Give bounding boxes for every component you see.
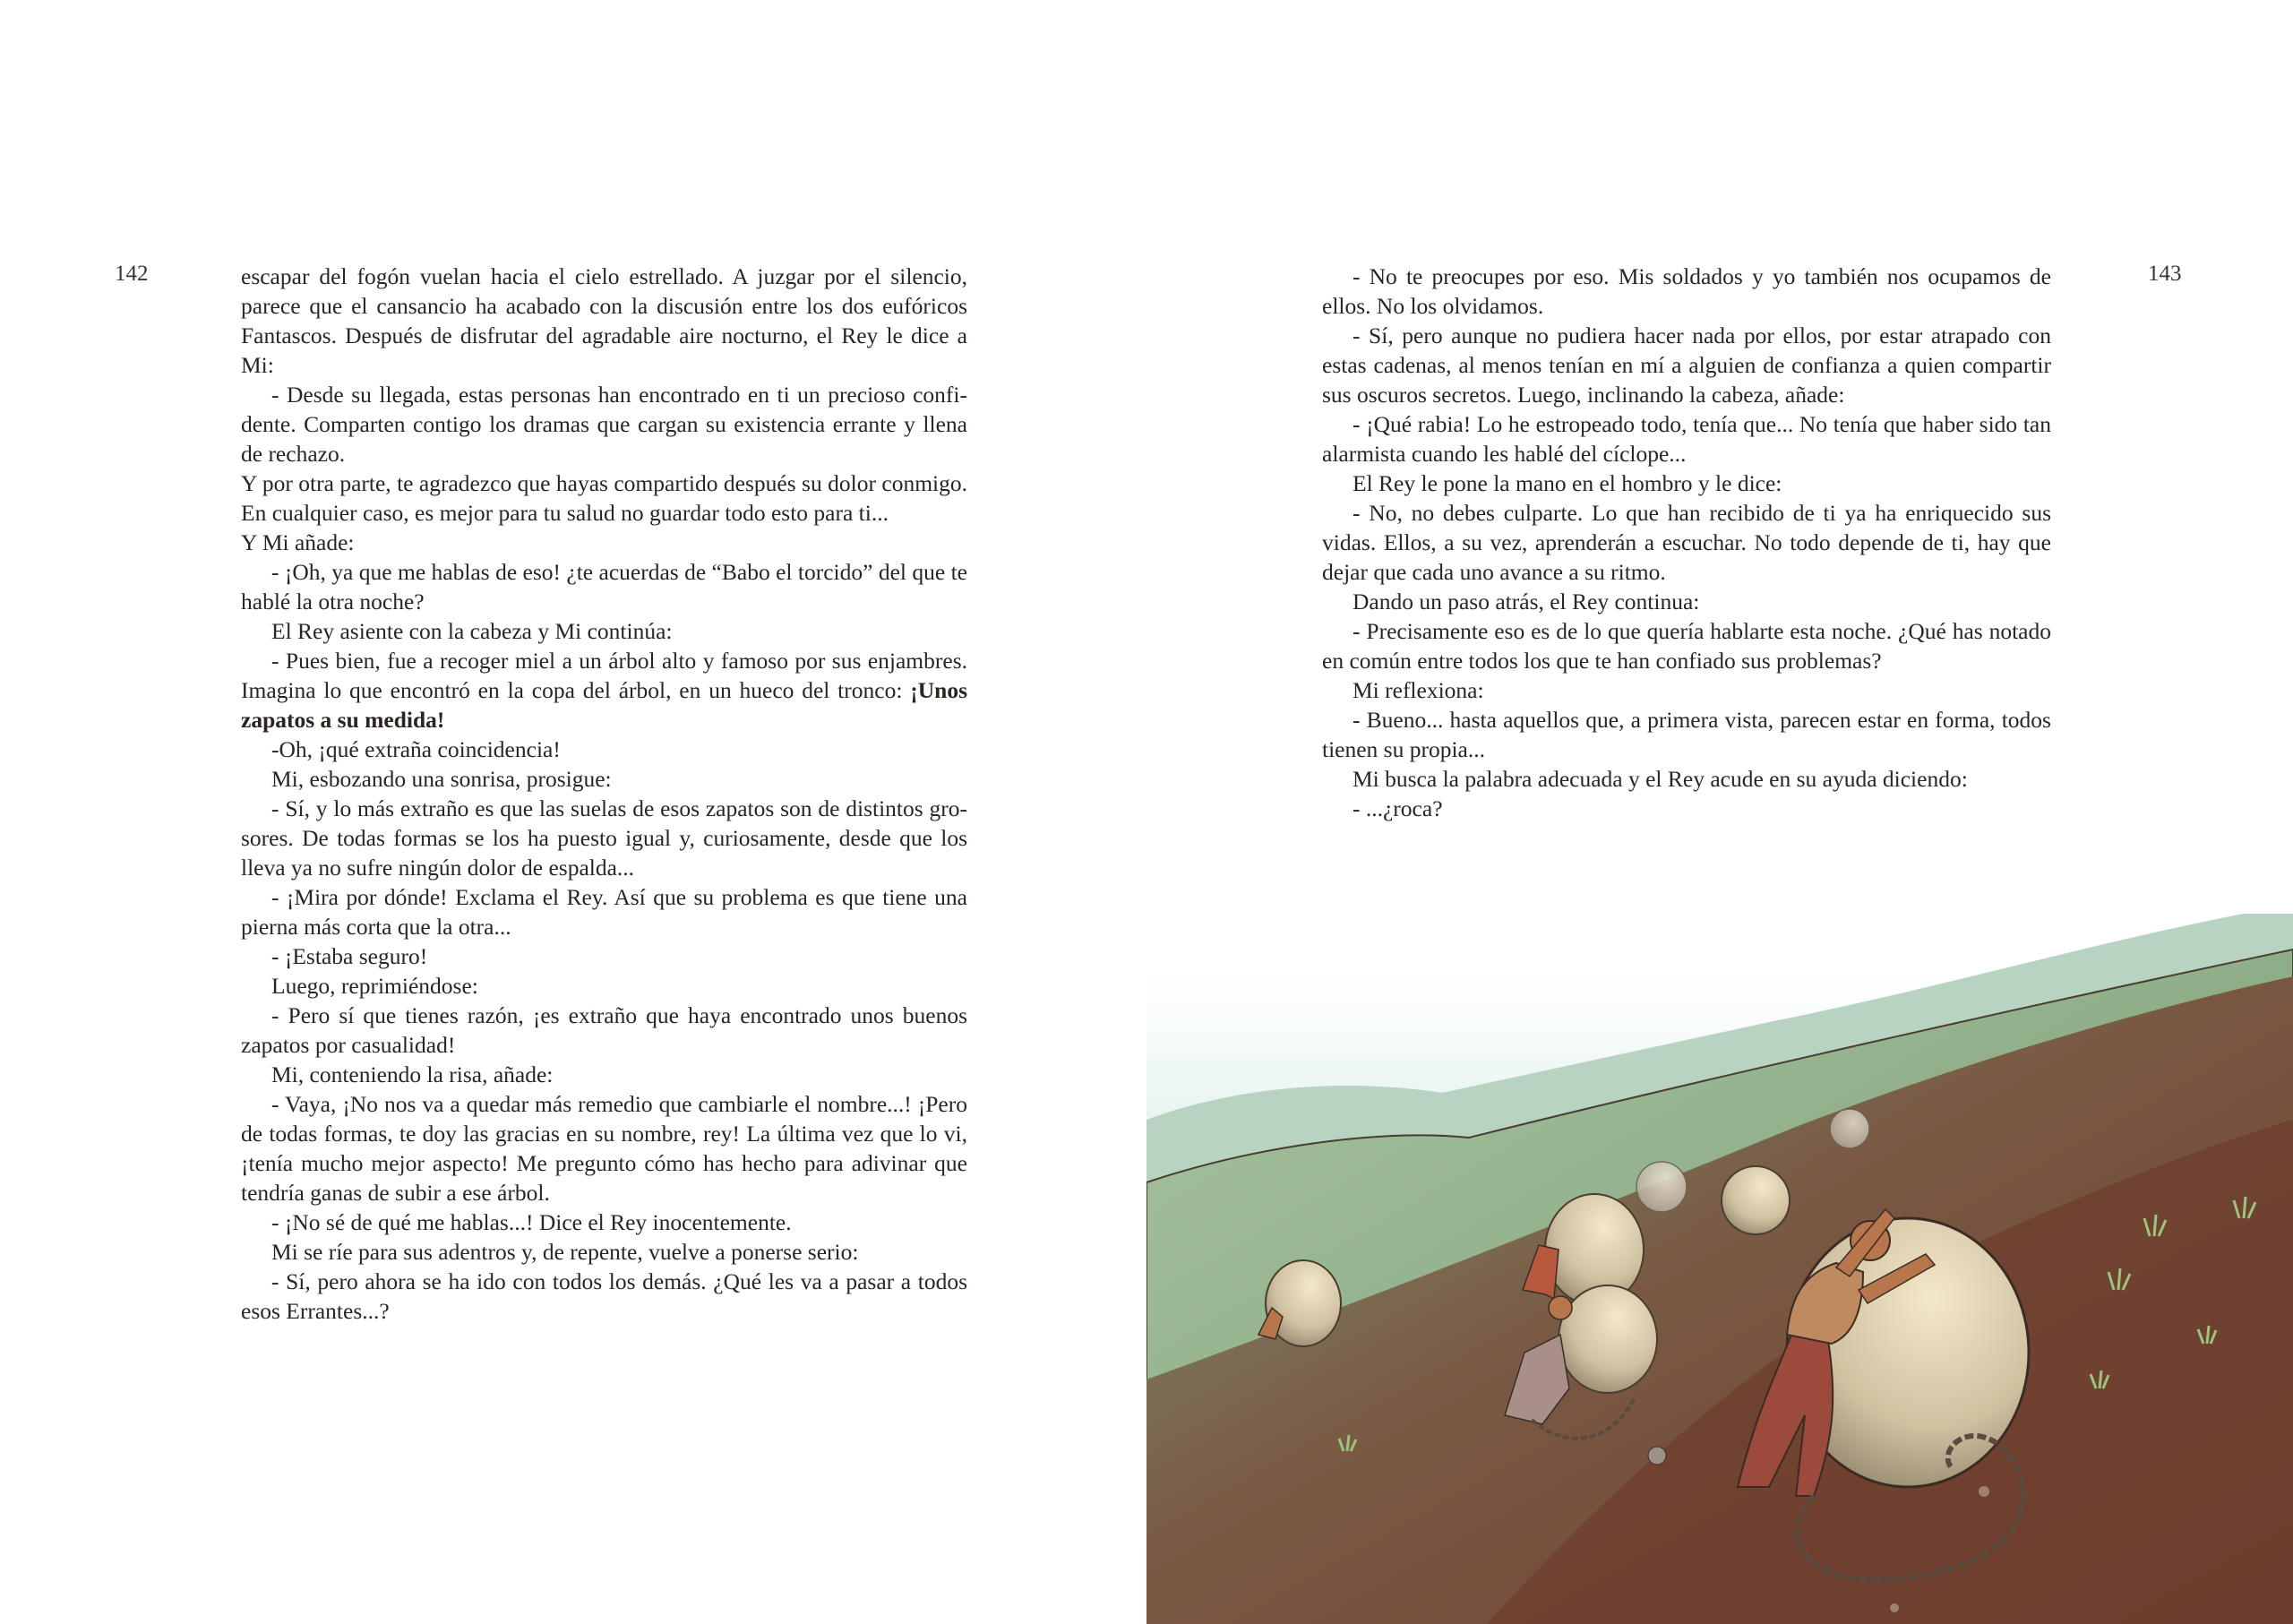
paragraph: Mi, esbozando una sonrisa, prosigue: [271, 766, 612, 792]
paragraph: - Sí, pero aunque no pudiera hacer nada por ellos, por estar atrapado con estas cadenas, al menos tenían en mí a alguien de confianza a quien compartir sus oscuros secretos. Luego, inclinando la cabeza, añade: [1322, 322, 2051, 408]
paragraph: - Vaya, ¡No nos va a quedar más remedio que cambiarle el nombre...! ¡Pero de todas formas, te doy las gracias en su nombre, rey! La última vez que lo vi, ¡tenía mucho mejor aspecto! Me pregunto cómo has hecho para adivinar que tendría ganas de subir a ese árbol. [241, 1091, 967, 1206]
paragraph: Mi, conteniendo la risa, añade: [271, 1061, 554, 1087]
right-page-text [1322, 262, 2051, 823]
right-page [1146, 0, 2293, 1624]
paragraph: - ¡Qué rabia! Lo he estropeado todo, tenía que... No tenía que haber sido tan alarmista cuando les hablé del cíclope... [1322, 411, 2051, 467]
paragraph [241, 646, 967, 735]
paragraph: - ...¿roca? [1353, 795, 1443, 821]
paragraph: Mi se ríe para sus adentros y, de repente, vuelve a ponerse serio: [271, 1239, 859, 1265]
paragraph: - ¡Mira por dónde! Exclama el Rey. Así que su problema es que tiene una pierna más corta que la otra... [241, 884, 967, 940]
boulder-illustration [1146, 914, 2293, 1624]
paragraph: escapar del fogón vuelan hacia el cielo estrellado. A juzgar por el silencio, parece que el cansancio ha acabado con la discusión entre los dos eufóricos Fantascos. Después de disfrutar del agradable aire nocturno, el Rey le dice a Mi: [241, 263, 967, 378]
paragraph: - Pero sí que tienes razón, ¡es extraño que haya encontrado unos buenos zapatos por casualidad! [241, 1002, 967, 1058]
paragraph: El Rey le pone la mano en el hombro y le dice: [1353, 470, 1782, 496]
paragraph: - Sí, pero ahora se ha ido con todos los demás. ¿Qué les va a pasar a todos esos Errantes...? [241, 1268, 967, 1324]
paragraph-text: - Pues bien, fue a recoger miel a un árbol alto y famoso por sus enjambres. Imagina lo que encontró en la copa del árbol, en un hueco del tronco: [241, 648, 967, 703]
paragraph: - ¡Estaba seguro! [271, 943, 428, 969]
paragraph: Mi busca la palabra adecuada y el Rey acude en su ayuda diciendo: [1353, 766, 1968, 792]
paragraph: Luego, reprimiéndose: [271, 973, 478, 999]
paragraph: - ¡Oh, ya que me hablas de eso! ¿te acuerdas de “Babo el torcido” del que te hablé la otra noche? [241, 559, 967, 614]
page-number-left: 142 [115, 262, 149, 286]
paragraph: - Precisamente eso es de lo que quería hablarte esta noche. ¿Qué has notado en común entre todos los que te han confiado sus problemas? [1322, 618, 2051, 674]
left-page-text [241, 262, 967, 1326]
paragraph: - No, no debes culparte. Lo que han recibido de ti ya ha enriquecido sus vidas. Ellos, a su vez, aprenderán a escuchar. No todo depende de ti, hay que dejar que cada uno avance a su ritmo. [1322, 500, 2051, 585]
left-page [0, 0, 1146, 1624]
paragraph: - Desde su llegada, estas personas han encontrado en ti un precioso confidente. Comparten contigo los dramas que cargan su existencia errante y llena de rechazo. [241, 382, 967, 467]
paragraph: Mi reflexiona: [1353, 677, 1484, 703]
paragraph: Y por otra parte, te agradezco que hayas compartido después su dolor conmigo. En cualquier caso, es mejor para tu salud no guardar todo esto para ti... [241, 470, 967, 526]
paragraph: Dando un paso atrás, el Rey continua: [1353, 589, 1700, 614]
illustration-art [1146, 914, 2293, 1624]
paragraph: - No te preocupes por eso. Mis soldados y yo también nos ocupamos de ellos. No los olvidamos. [1322, 263, 2051, 319]
paragraph: El Rey asiente con la cabeza y Mi continúa: [271, 618, 673, 644]
bold-emphasis: ¡Unos zapatos a su medida! [241, 677, 967, 733]
page-number-right: 143 [2148, 262, 2182, 286]
paragraph: Y Mi añade: [241, 529, 355, 555]
paragraph: - Bueno... hasta aquellos que, a primera vista, parecen estar en forma, todos tienen su propia... [1322, 707, 2051, 762]
paragraph: - Sí, y lo más extraño es que las suelas de esos zapatos son de distintos grosores. De todas formas se los ha puesto igual y, curiosamente, desde que los lleva ya no sufre ningún dolor de espalda... [241, 795, 967, 881]
paragraph: -Oh, ¡qué extraña coincidencia! [271, 736, 561, 762]
paragraph: - ¡No sé de qué me hablas...! Dice el Rey inocentemente. [271, 1209, 792, 1235]
